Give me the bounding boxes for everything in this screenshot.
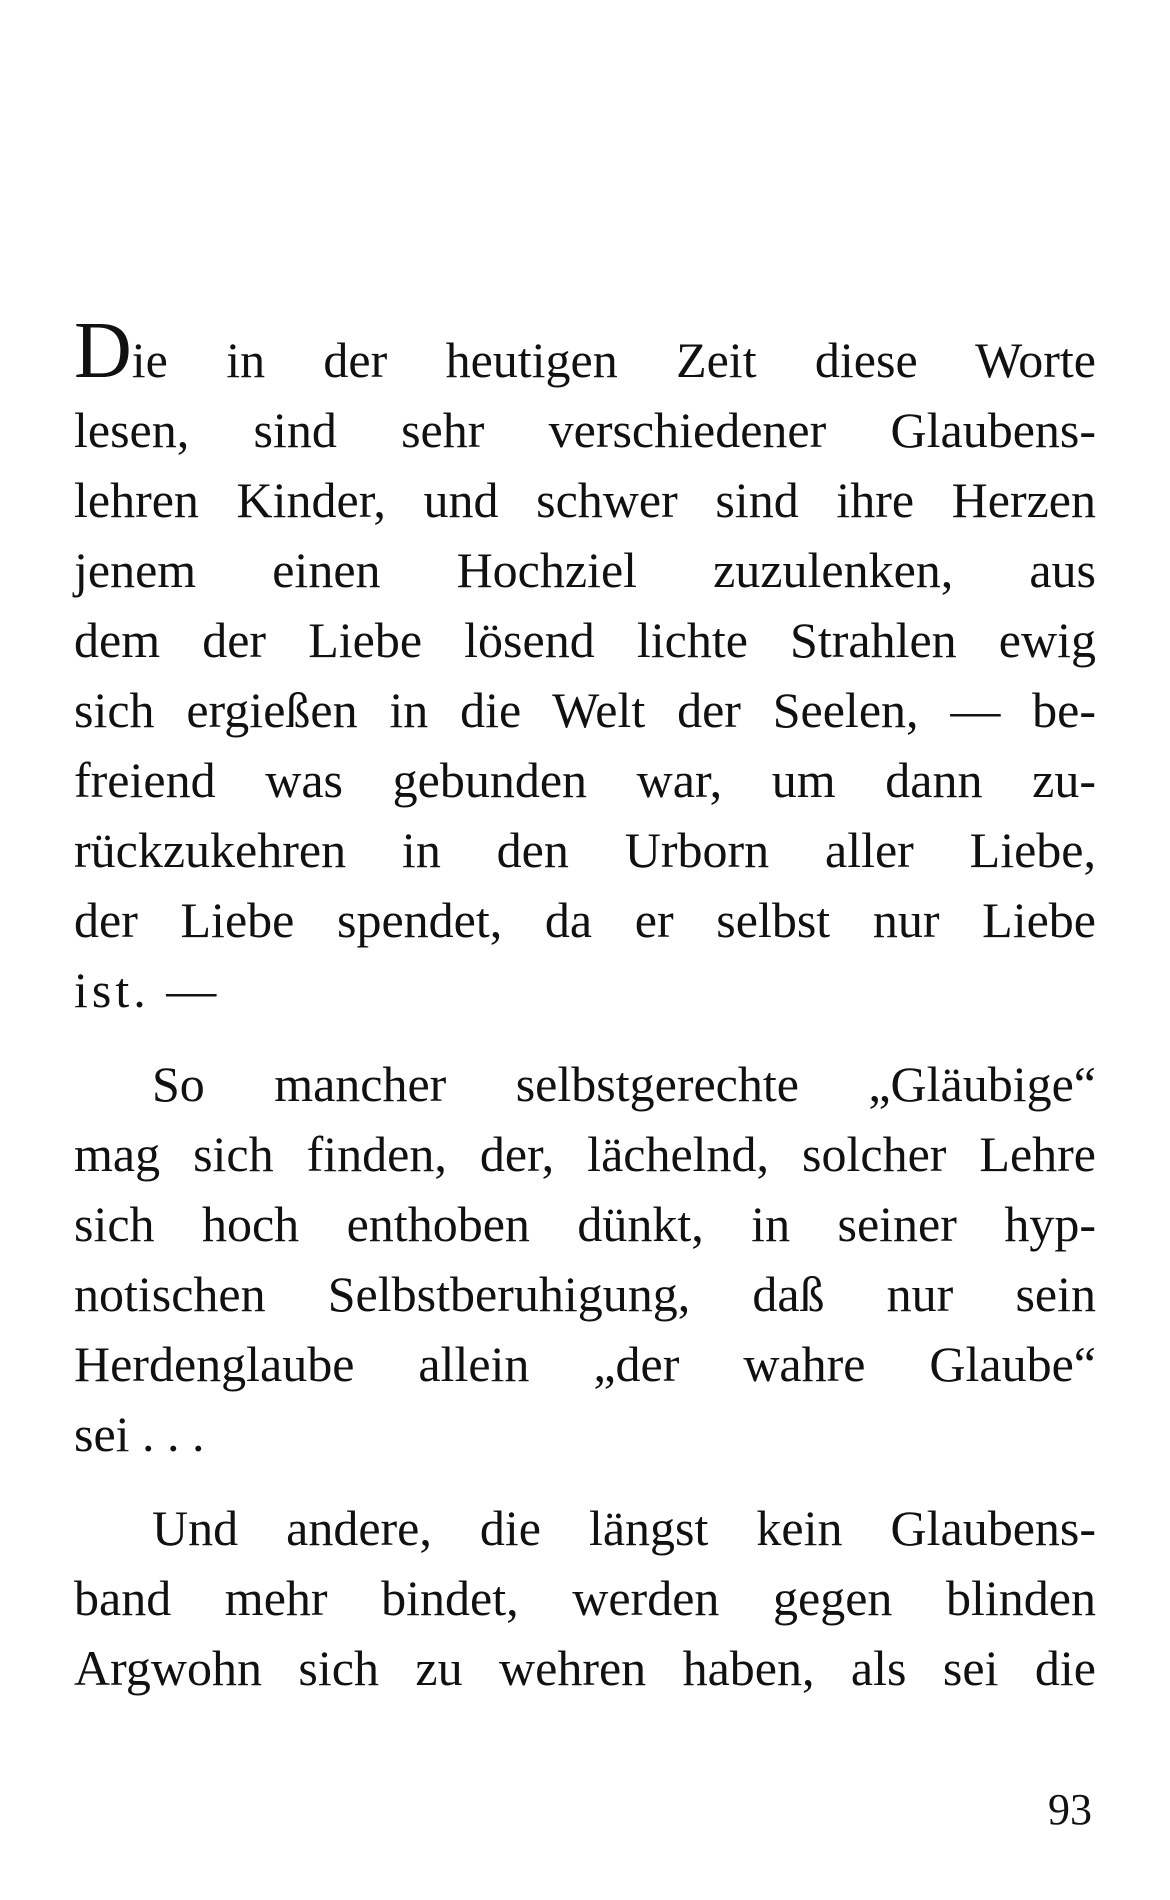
- text-line: mag sich finden, der, lächelnd, solcher Lehre: [74, 1126, 1096, 1182]
- text-line: So mancher selbstgerechte „Gläubige“: [152, 1056, 1096, 1112]
- text-line-content: ie in der heutigen Zeit diese Worte: [131, 332, 1096, 388]
- text-line: lehren Kinder, und schwer sind ihre Herzen: [74, 472, 1096, 528]
- text-line: freiend was gebunden war, um dann zu-: [74, 752, 1096, 808]
- text-line: [74, 307, 1096, 396]
- text-line: sich hoch enthoben dünkt, in seiner hyp-: [74, 1196, 1096, 1252]
- text-line: rückzukehren in den Urborn aller Liebe,: [74, 822, 1096, 878]
- page-number: 93: [1048, 1785, 1092, 1834]
- text-line: Herdenglaube allein „der wahre Glaube“: [74, 1336, 1096, 1392]
- text-line: ist. —: [74, 962, 221, 1018]
- text-line: Und andere, die längst kein Glaubens-: [152, 1500, 1096, 1556]
- text-line: dem der Liebe lösend lichte Strahlen ewig: [74, 612, 1096, 668]
- text-line: lesen, sind sehr verschiedener Glaubens-: [74, 402, 1096, 458]
- text-line: sei . . .: [74, 1406, 205, 1462]
- text-line: jenem einen Hochziel zuzulenken, aus: [74, 542, 1096, 598]
- text-line: der Liebe spendet, da er selbst nur Liebe: [74, 892, 1096, 948]
- text-line: band mehr bindet, werden gegen blinden: [74, 1570, 1096, 1626]
- text-line: Argwohn sich zu wehren haben, als sei die: [74, 1640, 1096, 1696]
- drop-cap: D: [74, 307, 132, 395]
- text-line: notischen Selbstberuhigung, daß nur sein: [74, 1266, 1096, 1322]
- text-line: sich ergießen in die Welt der Seelen, — be-: [74, 682, 1096, 738]
